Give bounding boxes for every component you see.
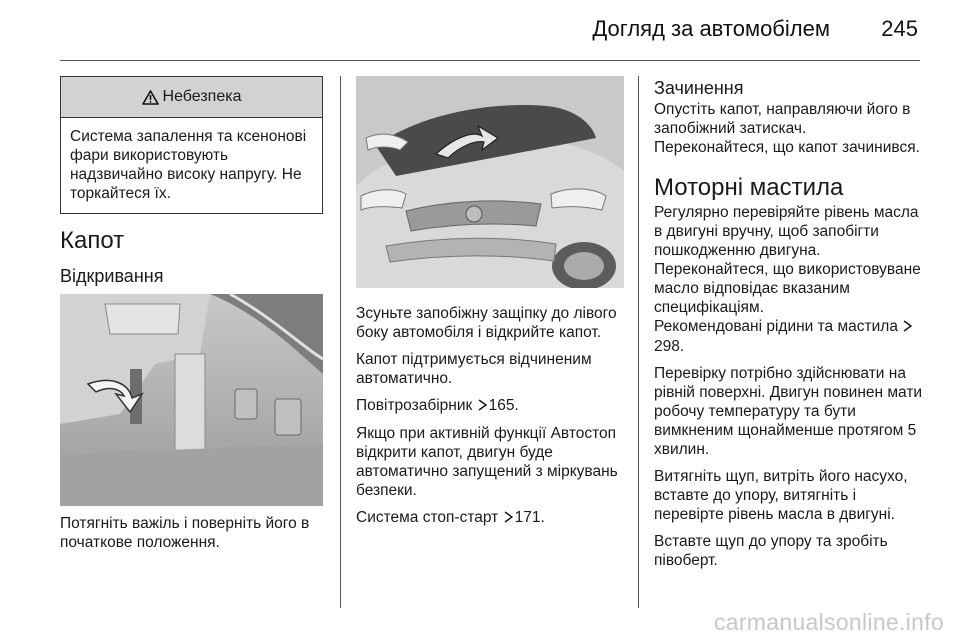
paragraph-specifications: Переконайтеся, що використовуване масло відповідає вказаним специфікаціям.: [654, 261, 921, 316]
column-divider-left: [340, 76, 341, 608]
warning-triangle-icon: [142, 90, 159, 105]
page-reference-icon: [902, 318, 912, 337]
paragraph-dipstick-check: Витягніть щуп, витріть його насухо, вставте до упору, витягніть і перевірте рівень масла в двигуні.: [654, 468, 908, 523]
middle-column: [356, 76, 624, 528]
subsection-title-closing: Зачинення: [654, 78, 744, 98]
paragraph-lower-bonnet: Опустіть капот, направляючи його в запобіжний затискач.: [654, 101, 911, 137]
paragraph-bonnet-held: Капот підтримується відчиненим автоматично.: [356, 351, 592, 387]
recommended-fluids-page-ref[interactable]: 298.: [654, 338, 685, 355]
warning-text: Система запалення та ксенонові фари використовують надзвичайно високу напругу. Не торкайтеся їх.: [70, 128, 307, 202]
header-rule: [60, 60, 920, 61]
recommended-fluids-label: Рекомендовані рідини та мастила: [654, 318, 898, 335]
paragraph-stop-start: [356, 508, 624, 528]
page-header-title: Догляд за автомобілем: [592, 16, 830, 41]
figure-release-lever: [60, 294, 323, 506]
stop-start-label: Система стоп-старт: [356, 509, 499, 526]
right-column: [654, 76, 924, 570]
paragraph-slide-catch: Зсуньте запобіжну защіпку до лівого боку автомобіля і відкрийте капот.: [356, 305, 617, 341]
section-title-engine-oils: Моторні мастила: [654, 174, 844, 201]
page-reference-icon: [477, 397, 487, 416]
watermark: carmanualsonline.info: [713, 609, 944, 635]
caption-release-lever: Потягніть важіль і поверніть його в початкове положення.: [60, 515, 310, 551]
warning-header: [61, 77, 322, 118]
subsection-title-opening: Відкривання: [60, 266, 164, 286]
paragraph-check-closed: Переконайтеся, що капот зачинився.: [654, 139, 920, 156]
paragraph-dipstick-insert: Вставте щуп до упору та зробіть півоберт.: [654, 533, 888, 569]
figure-car-bonnet: [356, 76, 624, 288]
paragraph-air-intake: [356, 396, 624, 416]
air-intake-label: Повітрозабірник: [356, 397, 473, 414]
section-title-bonnet: Капот: [60, 227, 125, 254]
column-divider-right: [638, 76, 639, 608]
warning-box: [60, 76, 323, 214]
paragraph-recommended-fluids: [654, 317, 924, 356]
warning-title: Небезпека: [162, 88, 242, 105]
page-number: 245: [881, 16, 918, 41]
air-intake-page-ref[interactable]: 165.: [488, 397, 519, 414]
stop-start-page-ref[interactable]: 171.: [514, 509, 545, 526]
paragraph-autostop: Якщо при активній функції Автостоп відкрити капот, двигун буде автоматично запущений з міркувань безпеки.: [356, 425, 618, 499]
paragraph-check-oil-level: Регулярно перевіряйте рівень масла в двигуні вручну, щоб запобігти пошкодженню двигуна.: [654, 204, 919, 259]
page-reference-icon: [503, 509, 513, 528]
paragraph-level-surface: Перевірку потрібно здійснювати на рівній поверхні. Двигун повинен мати робочу температуру та бути вимкненим щонайменше протягом 5 хвилин.: [654, 365, 923, 458]
left-column: [60, 76, 323, 552]
